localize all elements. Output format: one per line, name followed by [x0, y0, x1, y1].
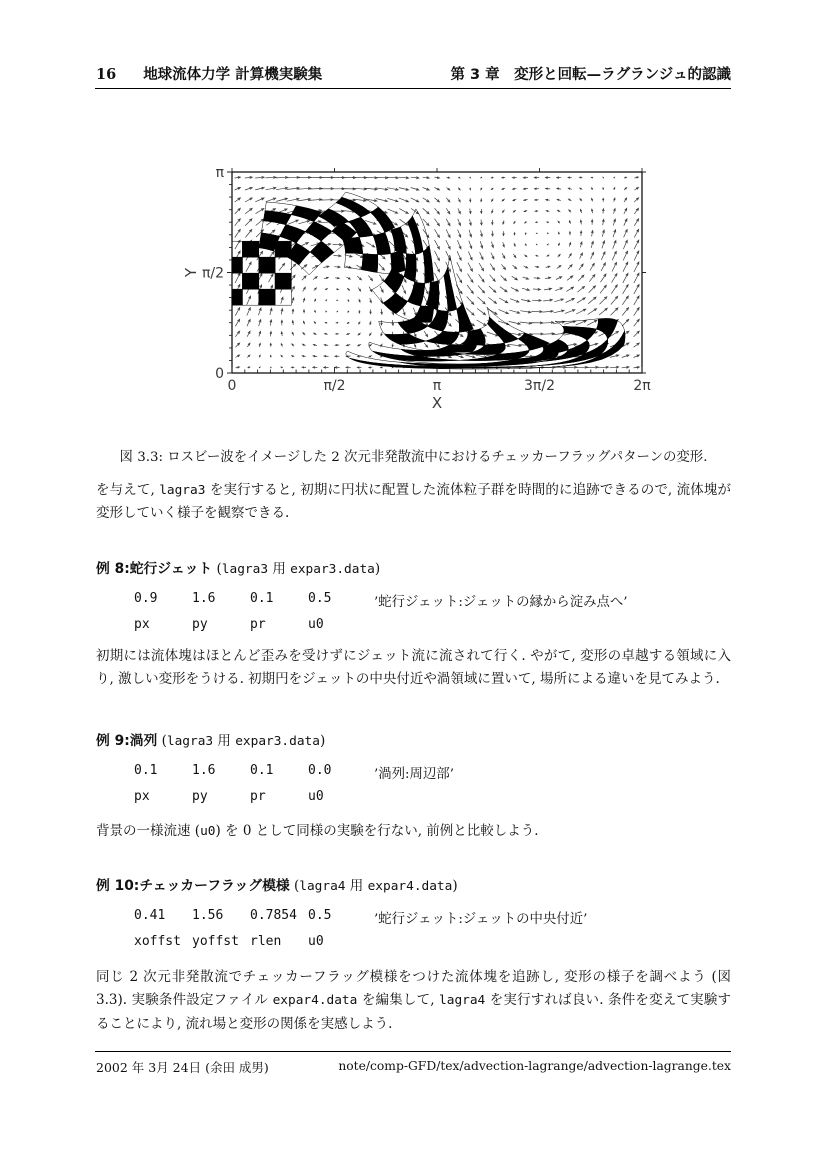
header-left — [96, 63, 322, 84]
header-book-title: 地球流体力学 計算機実験集 — [143, 67, 323, 83]
text-segment: 例 8:蛇行ジェット — [96, 561, 213, 577]
text-segment: lagra3 — [159, 483, 206, 498]
text-segment: を与えて, — [96, 482, 160, 498]
paragraph-lagra3-intro — [96, 479, 731, 526]
text-segment: 0.5 — [308, 591, 332, 606]
header-rule — [95, 88, 731, 89]
text-segment: ) — [452, 878, 458, 894]
text-segment: 例 10:チェッカーフラッグ模様 — [96, 878, 290, 894]
x-tick-label: 0 — [227, 378, 237, 394]
text-segment: 用 — [268, 561, 291, 577]
header-chapter-title: 第 3 章 変形と回転—ラグランジュ的認識 — [450, 67, 731, 83]
example-8-heading — [96, 557, 380, 577]
text-segment: expar4.data — [272, 993, 358, 1009]
text-segment: lagra4 — [299, 879, 346, 894]
text-segment: u0 — [200, 824, 216, 839]
text-segment: を実行すると, 初期に円状に配置した流体粒子群を時間的に追跡できるので, 流体塊が変形していく様子を観察できる. — [96, 482, 731, 522]
text-segment: px — [134, 617, 150, 632]
text-segment: 例 9:渦列 — [96, 733, 158, 749]
text-segment: expar3.data — [290, 562, 375, 577]
text-segment: u0 — [308, 789, 324, 804]
text-segment: を実行すれば良い. 条件を変えて実験することにより, 流れ場と変形の関係を実感しよう. — [96, 992, 732, 1032]
text-segment: 0.5 — [308, 908, 332, 923]
footer-file-path: note/comp-GFD/tex/advection-lagrange/advection-lagrange.tex — [338, 1059, 731, 1073]
text-segment: ’蛇行ジェット:ジェットの中央付近’ — [374, 912, 588, 927]
x-axis-title: X — [431, 394, 443, 412]
text-segment: ( — [157, 733, 167, 749]
text-segment: 初期には流体塊はほとんど歪みを受けずにジェット流に流されて行く. やがて, 変形の卓越する領域に入り, 激しい変形をうける. 初期円をジェットの中央付近や渦領域に置いて, 場所による違いを見てみよう. — [96, 648, 731, 688]
x-tick-label: 2π — [633, 378, 651, 394]
text-segment: を編集して, — [357, 992, 440, 1009]
text-segment: pr — [250, 617, 266, 632]
y-axis-title: Y — [182, 267, 200, 278]
example-9-heading — [96, 729, 325, 749]
text-segment: 0.1 — [134, 763, 158, 778]
text-segment: xoffst — [134, 934, 181, 949]
paragraph-example-9-note — [96, 820, 731, 843]
figure-quiver-plot — [180, 150, 680, 442]
text-segment: ) — [374, 561, 381, 577]
example-9-data-values — [134, 763, 774, 782]
example-10-data-values — [134, 908, 774, 927]
figure-caption-label: 図 3.3: — [119, 450, 164, 465]
text-segment: lagra4 — [439, 993, 486, 1009]
text-segment: rlen — [250, 934, 282, 949]
figure-caption-text: ロスビー波をイメージした 2 次元非発散流中におけるチェッカーフラッグパターンの変形. — [167, 450, 708, 465]
page-number: 16 — [96, 66, 117, 83]
text-segment: py — [192, 617, 208, 632]
y-tick-label: π — [215, 165, 224, 181]
vector-field — [226, 176, 639, 369]
text-segment: py — [192, 789, 208, 804]
text-segment: 用 — [213, 733, 236, 749]
text-segment: 0.9 — [134, 591, 158, 606]
footer-rule — [95, 1051, 731, 1052]
x-tick-label: π/2 — [323, 378, 346, 394]
example-10-data-labels — [134, 934, 774, 949]
text-segment: px — [134, 789, 150, 804]
text-segment: 0.41 — [134, 908, 166, 923]
text-segment: 1.56 — [192, 908, 224, 923]
text-segment: ( — [212, 561, 222, 577]
text-segment: ( — [289, 878, 300, 894]
y-tick-label: π/2 — [201, 265, 224, 282]
text-segment: ) — [319, 733, 326, 749]
footer-date: 2002 年 3月 24日 (余田 成男) — [96, 1060, 269, 1075]
text-segment: 1.6 — [192, 591, 216, 606]
text-segment: ) を 0 として同様の実験を行ない, 前例と比較しよう. — [215, 823, 539, 839]
example-8-data-labels — [134, 617, 774, 632]
text-segment: 1.6 — [192, 763, 216, 778]
figure-caption — [96, 446, 731, 465]
x-tick-label: 3π/2 — [524, 378, 555, 394]
y-tick-label: 0 — [215, 366, 224, 382]
text-segment: ’蛇行ジェット:ジェットの縁から淀み点へ’ — [374, 595, 628, 610]
text-segment: u0 — [308, 617, 324, 632]
text-segment: 0.1 — [250, 591, 274, 606]
text-segment: lagra3 — [221, 562, 269, 577]
text-segment: lagra3 — [166, 734, 214, 749]
text-segment: 0.1 — [250, 763, 274, 778]
text-segment: expar4.data — [367, 879, 453, 894]
text-segment: expar3.data — [235, 734, 320, 749]
text-segment: 同じ 2 次元非発散流でチェッカーフラッグ模様をつけた流体塊を追跡し, 変形の様子を調べよう (図 3.3). 実験条件設定ファイル — [96, 969, 731, 1009]
text-segment: 用 — [345, 878, 368, 894]
text-segment: 背景の一様流速 ( — [96, 823, 201, 839]
text-segment: u0 — [308, 934, 324, 949]
text-segment: 0.7854 — [250, 908, 297, 923]
example-8-data-values — [134, 591, 774, 610]
paragraph-example-10-note — [96, 966, 731, 1036]
text-segment: 0.0 — [308, 763, 332, 778]
text-segment: yoffst — [192, 934, 239, 949]
example-10-heading — [96, 874, 458, 894]
text-segment: pr — [250, 789, 266, 804]
paragraph-example-8-note — [96, 645, 731, 692]
x-tick-label: π — [432, 378, 442, 394]
text-segment: ’渦列:周辺部’ — [374, 767, 454, 782]
example-9-data-labels — [134, 789, 774, 804]
